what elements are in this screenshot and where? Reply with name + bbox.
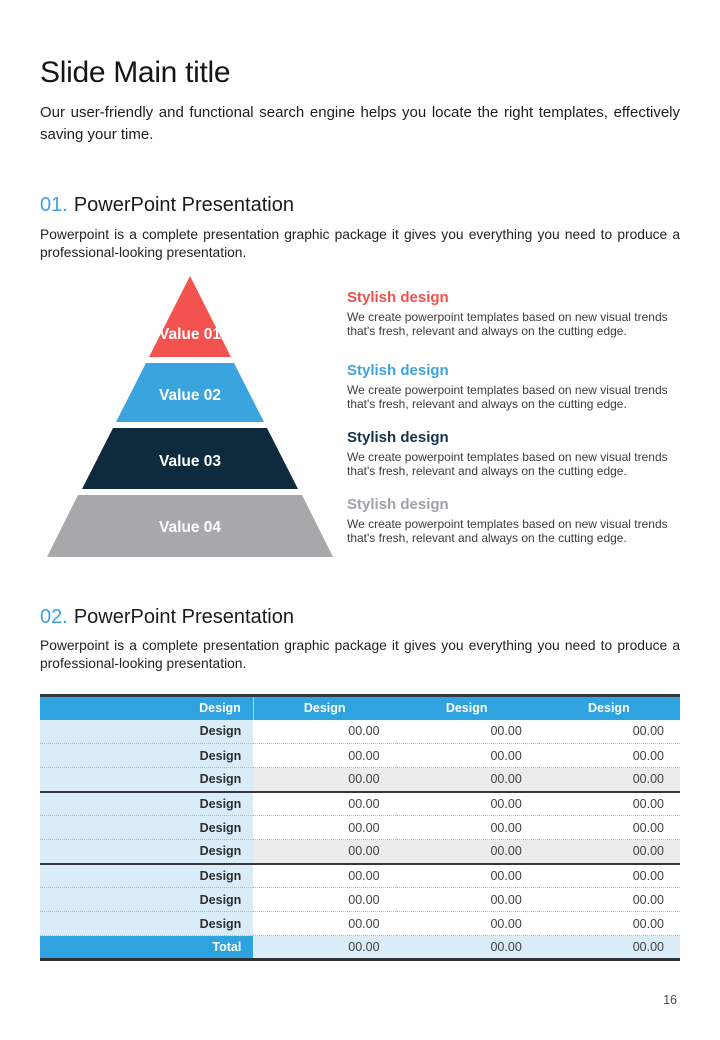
row-value: 00.00 [632,820,664,835]
feature-item [347,429,683,478]
pyramid-level-4-label: Value 04 [158,519,222,536]
pyramid-level-2-label: Value 02 [158,387,222,404]
row-value: 00.00 [490,796,522,811]
row-label: Design [40,720,253,744]
section-1-description: Powerpoint is a complete presentation graphic package it gives you everything you need to produce a professional-looking presentation. [40,227,680,260]
row-value: 00.00 [632,892,664,907]
row-label: Design [40,744,253,768]
feature-body: We create powerpoint templates based on new visual trends that's fresh, relevant and always on the cutting edge. [347,310,668,338]
table-row [40,744,680,768]
row-value: 00.00 [490,748,522,763]
section-2-number: 02. [40,606,68,628]
row-value: 00.00 [348,868,380,883]
table-row [40,888,680,912]
row-label: Design [40,864,253,888]
row-label: Design [40,816,253,840]
feature-item [347,496,683,545]
feature-heading: Stylish design [347,496,449,513]
table-total-row [40,936,680,960]
feature-heading: Stylish design [347,429,449,446]
row-label: Design [40,768,253,792]
row-value: 00.00 [490,868,522,883]
page-title: Slide Main title [40,56,231,89]
row-value: 00.00 [632,796,664,811]
section-2-title: PowerPoint Presentation [73,606,294,628]
total-value: 00.00 [538,936,680,960]
row-label: Design [40,888,253,912]
row-value: 00.00 [348,748,380,763]
row-label: Design [40,840,253,864]
row-value: 00.00 [490,724,522,739]
table-row [40,792,680,816]
row-value: 00.00 [490,820,522,835]
row-value: 00.00 [348,796,380,811]
page-subtitle: Our user-friendly and functional search engine helps you locate the right templates, effectively saving your time. [40,104,680,143]
pyramid-level-1-shape [149,276,231,357]
row-label: Design [40,792,253,816]
row-value: 00.00 [632,748,664,763]
row-value: 00.00 [396,840,538,864]
total-value: 00.00 [396,936,538,960]
table-header-cell: Design [40,696,253,720]
row-value: 00.00 [490,892,522,907]
row-value: 00.00 [632,724,664,739]
row-value: 00.00 [253,768,395,792]
table-row [40,912,680,936]
row-value: 00.00 [348,820,380,835]
feature-body: We create powerpoint templates based on new visual trends that's fresh, relevant and always on the cutting edge. [347,450,668,478]
row-value: 00.00 [348,724,380,739]
total-label: Total [40,936,253,960]
section-1-number: 01. [40,194,68,216]
section-1-title: PowerPoint Presentation [73,194,294,216]
row-value: 00.00 [632,916,664,931]
row-value: 00.00 [538,768,680,792]
table-header-cell: Design [538,696,680,720]
section-2-description: Powerpoint is a complete presentation graphic package it gives you everything you need to produce a professional-looking presentation. [40,638,680,671]
table-header-row [40,696,680,720]
design-table [40,694,680,961]
table-header-cell: Design [396,696,538,720]
row-value: 00.00 [348,916,380,931]
total-value: 00.00 [253,936,395,960]
section-1-heading [40,194,294,217]
page-number: 16 [663,993,677,1007]
row-value: 00.00 [632,868,664,883]
pyramid-level-1-label: Value 01 [158,326,222,343]
feature-body: We create powerpoint templates based on new visual trends that's fresh, relevant and always on the cutting edge. [347,383,668,411]
table-row [40,816,680,840]
row-value: 00.00 [538,840,680,864]
table-row [40,864,680,888]
feature-item [347,362,683,411]
row-value: 00.00 [348,892,380,907]
table-row [40,720,680,744]
feature-heading: Stylish design [347,289,449,306]
row-value: 00.00 [253,840,395,864]
section-2-heading [40,606,294,629]
feature-body: We create powerpoint templates based on new visual trends that's fresh, relevant and always on the cutting edge. [347,517,668,545]
pyramid-diagram [40,276,340,558]
table-row [40,840,680,864]
row-value: 00.00 [490,916,522,931]
feature-item [347,289,683,338]
feature-heading: Stylish design [347,362,449,379]
row-label: Design [40,912,253,936]
pyramid-level-3-label: Value 03 [158,453,222,470]
row-value: 00.00 [396,768,538,792]
table-header-cell: Design [253,696,395,720]
table-row [40,768,680,792]
